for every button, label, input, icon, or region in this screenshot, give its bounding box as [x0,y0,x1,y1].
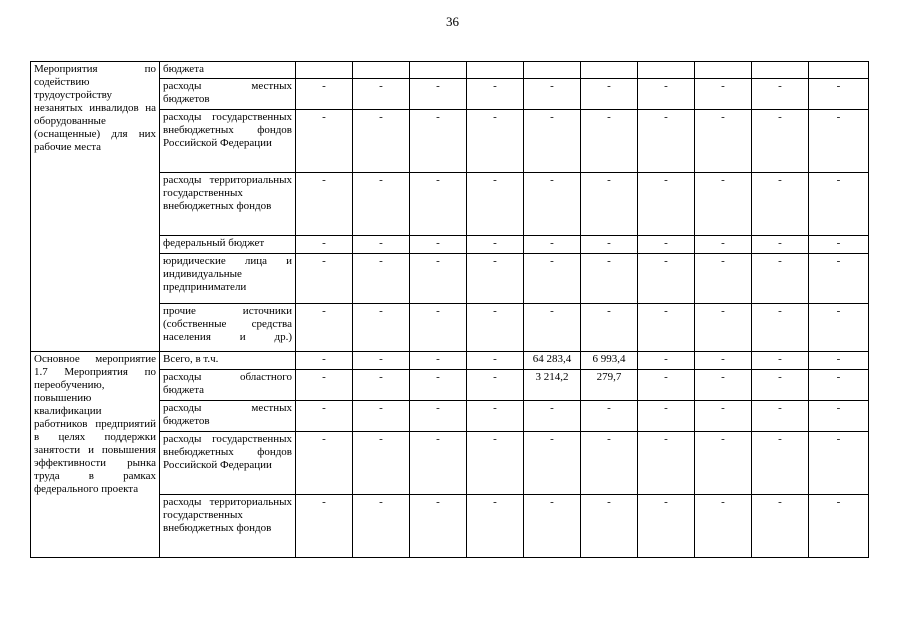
value-cell: - [410,432,467,495]
value-cell: - [581,401,638,432]
value-cell: - [809,370,869,401]
value-cell: - [410,254,467,304]
value-cell: - [695,110,752,173]
table-body [31,62,869,558]
value-cell: 6 993,4 [581,352,638,370]
value-cell: - [524,401,581,432]
value-cell: - [809,236,869,254]
value-cell [296,62,353,79]
value-cell: - [638,173,695,236]
value-cell: - [467,495,524,558]
funding-source-cell: расходы государственных внебюджетных фондов Российской Федерации [160,110,296,173]
value-cell [353,62,410,79]
event-cell: Основное мероприятие 1.7 Мероприятия по переобучению, повышению квалификации работников предприятий в целях поддержки занятости и повышения эффективности рынка труда в рамках федерального проекта [31,352,160,558]
value-cell: - [410,173,467,236]
value-cell: - [752,495,809,558]
value-cell: - [809,110,869,173]
value-cell: - [296,236,353,254]
funding-source-cell: Всего, в т.ч. [160,352,296,370]
value-cell: - [638,254,695,304]
page-number: 36 [446,14,459,29]
value-cell [467,62,524,79]
value-cell: - [695,352,752,370]
value-cell: - [410,304,467,352]
value-cell: - [467,236,524,254]
value-cell: - [353,236,410,254]
value-cell: - [467,254,524,304]
value-cell: - [809,79,869,110]
value-cell: - [410,495,467,558]
value-cell: - [809,254,869,304]
value-cell: - [581,110,638,173]
value-cell [695,62,752,79]
funding-source-cell: бюджета [160,62,296,79]
value-cell [524,62,581,79]
event-cell: Мероприятия по содействию трудоустройству незанятых инвалидов на оборудованные (оснащенные) для них рабочие места [31,62,160,352]
value-cell: - [752,370,809,401]
value-cell: - [296,432,353,495]
value-cell: - [581,304,638,352]
value-cell: - [296,79,353,110]
value-cell: - [467,401,524,432]
value-cell: - [752,236,809,254]
funding-source-cell: расходы областного бюджета [160,370,296,401]
value-cell: - [752,304,809,352]
funding-source-cell: расходы территориальных государственных внебюджетных фондов [160,173,296,236]
value-cell: - [638,304,695,352]
value-cell: - [524,236,581,254]
value-cell: - [695,173,752,236]
value-cell: - [353,254,410,304]
value-cell: - [353,110,410,173]
value-cell: - [467,304,524,352]
value-cell: - [695,236,752,254]
value-cell: - [638,401,695,432]
value-cell: - [581,254,638,304]
value-cell: - [809,401,869,432]
value-cell: - [638,432,695,495]
funding-source-cell: расходы государственных внебюджетных фондов Российской Федерации [160,432,296,495]
value-cell [638,62,695,79]
value-cell: - [353,79,410,110]
value-cell: - [353,370,410,401]
value-cell: - [524,304,581,352]
value-cell: - [638,352,695,370]
value-cell: 64 283,4 [524,352,581,370]
funding-source-cell: прочие источники (собственные средства населения и др.) [160,304,296,352]
value-cell: - [410,370,467,401]
value-cell: - [695,370,752,401]
value-cell: - [353,173,410,236]
value-cell: - [296,254,353,304]
value-cell: - [467,173,524,236]
value-cell: - [410,79,467,110]
value-cell: - [752,352,809,370]
budget-table [30,61,869,558]
funding-source-cell: расходы территориальных государственных внебюджетных фондов [160,495,296,558]
value-cell: - [809,432,869,495]
value-cell: - [296,110,353,173]
value-cell: - [296,401,353,432]
value-cell: - [638,110,695,173]
value-cell: - [353,304,410,352]
value-cell: - [752,79,809,110]
value-cell: - [524,110,581,173]
value-cell: - [695,401,752,432]
value-cell: - [353,401,410,432]
value-cell: - [809,304,869,352]
value-cell: - [695,79,752,110]
value-cell: - [467,370,524,401]
value-cell: - [695,254,752,304]
value-cell: - [752,401,809,432]
value-cell: - [524,254,581,304]
value-cell: - [581,495,638,558]
value-cell: - [353,432,410,495]
value-cell: - [695,432,752,495]
value-cell: - [638,370,695,401]
value-cell: - [353,495,410,558]
value-cell: - [410,236,467,254]
value-cell [581,62,638,79]
funding-source-cell: федеральный бюджет [160,236,296,254]
table-row [31,62,869,79]
value-cell: - [296,352,353,370]
value-cell: - [581,173,638,236]
value-cell: - [809,173,869,236]
value-cell: - [638,79,695,110]
value-cell: - [410,110,467,173]
funding-source-cell: расходы местных бюджетов [160,401,296,432]
value-cell: 3 214,2 [524,370,581,401]
value-cell: - [581,432,638,495]
value-cell: - [353,352,410,370]
value-cell: - [524,173,581,236]
value-cell: - [467,110,524,173]
funding-source-cell: расходы местных бюджетов [160,79,296,110]
value-cell: - [524,495,581,558]
value-cell: - [581,236,638,254]
value-cell [752,62,809,79]
value-cell: - [296,304,353,352]
value-cell [809,62,869,79]
value-cell: - [638,495,695,558]
value-cell: - [410,401,467,432]
value-cell: - [752,110,809,173]
value-cell: - [752,432,809,495]
value-cell: - [638,236,695,254]
table-row [31,352,869,370]
value-cell: - [695,495,752,558]
value-cell: - [581,79,638,110]
value-cell: - [296,370,353,401]
value-cell: - [809,495,869,558]
value-cell: - [410,352,467,370]
value-cell: - [467,79,524,110]
value-cell: - [752,173,809,236]
value-cell: - [524,432,581,495]
value-cell: - [467,352,524,370]
value-cell: - [296,495,353,558]
value-cell: - [524,79,581,110]
value-cell: 279,7 [581,370,638,401]
value-cell: - [752,254,809,304]
value-cell: - [695,304,752,352]
value-cell: - [467,432,524,495]
value-cell: - [296,173,353,236]
value-cell [410,62,467,79]
funding-source-cell: юридические лица и индивидуальные предприниматели [160,254,296,304]
value-cell: - [809,352,869,370]
